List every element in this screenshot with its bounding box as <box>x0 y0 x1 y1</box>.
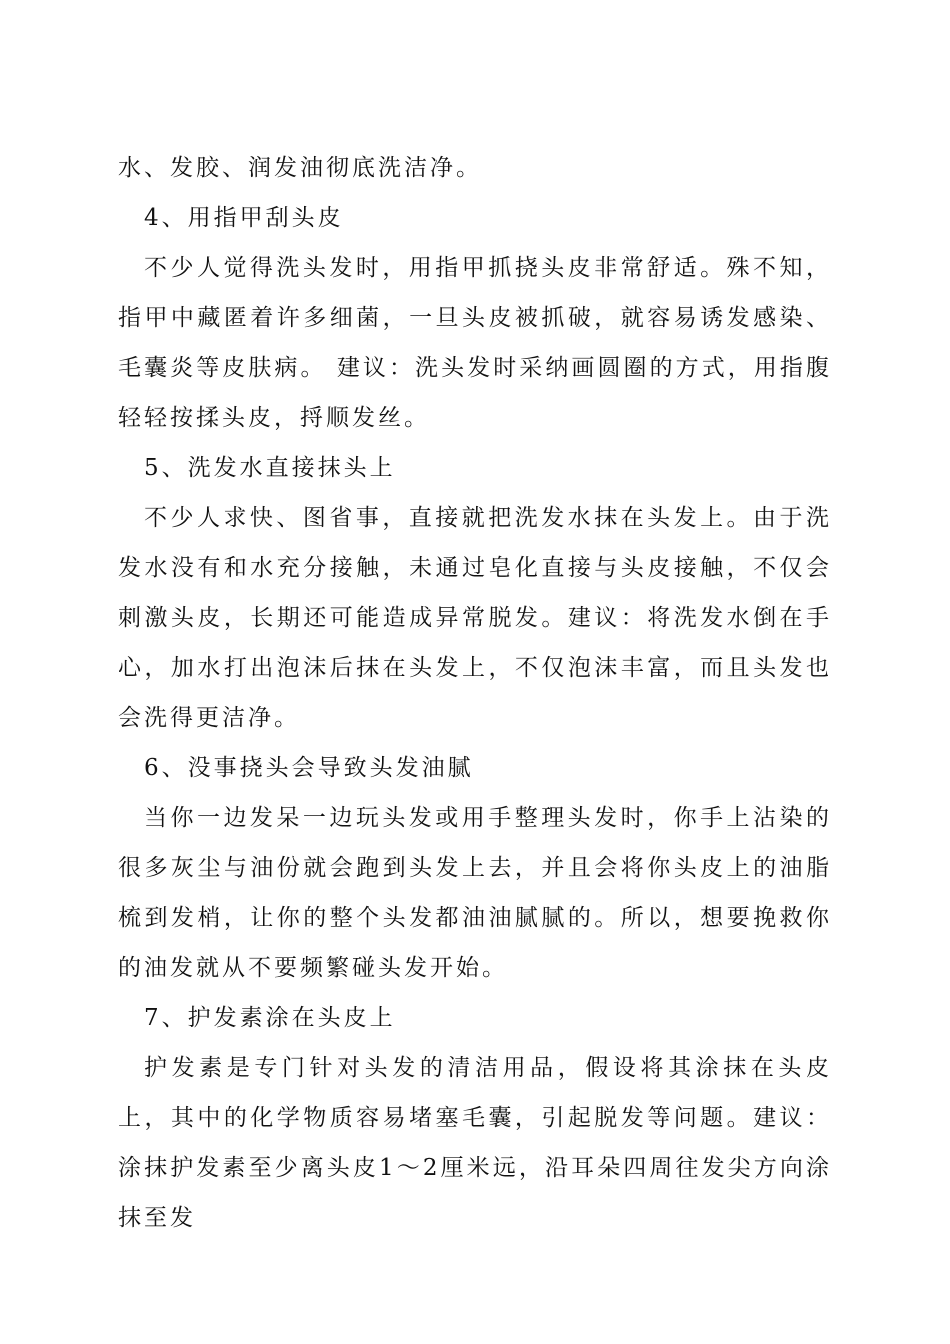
document-body <box>118 143 832 1243</box>
section-heading-5: 5、洗发水直接抹头上 <box>144 455 396 481</box>
section-heading-7: 7、护发素涂在头皮上 <box>144 1005 396 1031</box>
paragraph-7: 护发素是专门针对头发的清洁用品，假设将其涂抹在头皮上，其中的化学物质容易堵塞毛囊，引起脱发等问题。建议：涂抹护发素至少离头皮1～2厘米远，沿耳朵四周往发尖方向涂抹至发 <box>118 1055 832 1231</box>
section-heading-4: 4、用指甲刮头皮 <box>144 205 344 231</box>
section-heading-6: 6、没事挠头会导致头发油腻 <box>144 755 474 781</box>
paragraph-continuation: 水、发胶、润发油彻底洗洁净。 <box>118 155 482 181</box>
paragraph-5: 不少人求快、图省事，直接就把洗发水抹在头发上。由于洗发水没有和水充分接触，未通过皂化直接与头皮接触，不仅会刺激头皮，长期还可能造成异常脱发。建议：将洗发水倒在手心，加水打出泡沫后抹在头发上，不仅泡沫丰富，而且头发也会洗得更洁净。 <box>118 505 832 731</box>
paragraph-6: 当你一边发呆一边玩头发或用手整理头发时，你手上沾染的很多灰尘与油份就会跑到头发上去，并且会将你头皮上的油脂梳到发梢，让你的整个头发都油油腻腻的。所以，想要挽救你的油发就从不要频繁碰头发开始。 <box>118 805 832 981</box>
paragraph-4: 不少人觉得洗头发时，用指甲抓挠头皮非常舒适。殊不知，指甲中藏匿着许多细菌，一旦头皮被抓破，就容易诱发感染、毛囊炎等皮肤病。 建议：洗头发时采纳画圆圈的方式，用指腹轻轻按揉头皮，捋顺发丝。 <box>118 255 832 431</box>
